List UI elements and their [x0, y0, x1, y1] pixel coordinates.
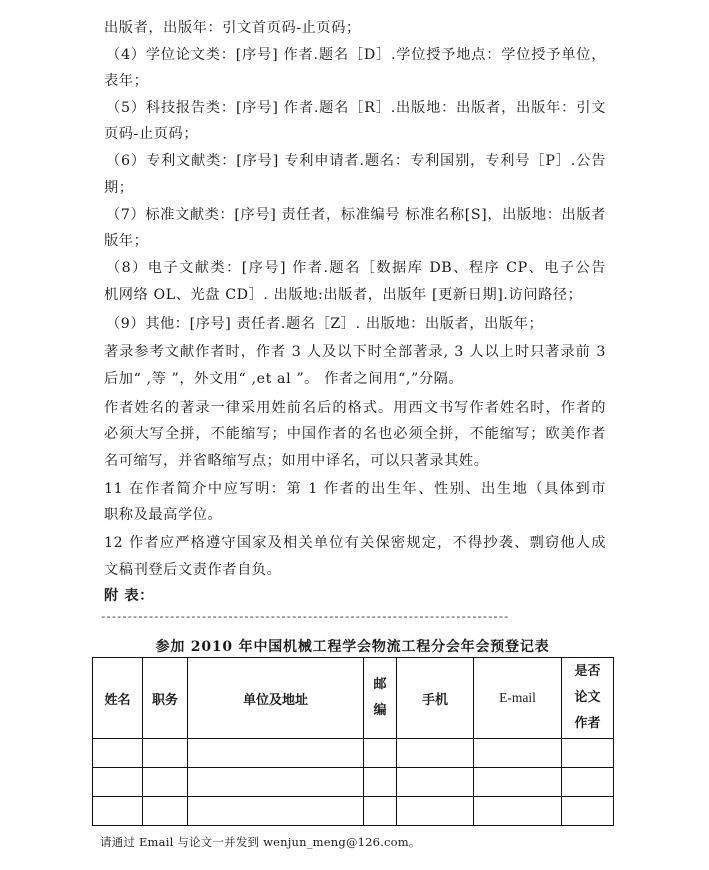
cell-email[interactable] [474, 739, 562, 768]
cell-is-author[interactable] [562, 768, 614, 797]
text-line: 版年； [104, 233, 149, 249]
cell-postcode[interactable] [364, 797, 397, 826]
text-line: 期； [104, 180, 134, 196]
table-row [93, 739, 614, 768]
text-line: 12 作者应严格遵守国家及相关单位有关保密规定，不得抄袭、剽窃他人成 [104, 535, 606, 551]
text-line: 机网络 OL、光盘 CD］. 出版地:出版者，出版年 [更新日期].访问路径； [104, 287, 583, 303]
text-line: 文稿刊登后文责作者自负。 [104, 562, 282, 578]
cell-position[interactable] [143, 739, 188, 768]
table-title: 参加 2010 年中国机械工程学会物流工程分会年会预登记表 [155, 639, 550, 655]
cell-name[interactable] [93, 768, 143, 797]
cell-name[interactable] [93, 739, 143, 768]
text-line: 著录参考文献作者时，作者 3 人及以下时全部著录, 3 人以上时只著录前 3 [104, 344, 606, 360]
header-organization-address: 单位及地址 [188, 658, 364, 739]
header-mobile: 手机 [397, 658, 474, 739]
header-is-author-line: 是否 [574, 664, 601, 679]
table-header-row [93, 658, 614, 739]
cell-mobile[interactable] [397, 797, 474, 826]
cell-mobile[interactable] [397, 768, 474, 797]
cell-position[interactable] [143, 768, 188, 797]
cell-is-author[interactable] [562, 739, 614, 768]
cell-email[interactable] [474, 768, 562, 797]
cell-email[interactable] [474, 797, 562, 826]
text-line: 职称及最高学位。 [104, 507, 223, 523]
divider-dashes: ----------------------------------------------------------------------------- [100, 612, 509, 624]
text-line: 表年； [104, 73, 149, 89]
cell-is-author[interactable] [562, 797, 614, 826]
text-line: 后加“ ,等 ”，外文用“ ,et al ”。 作者之间用“,”分隔。 [104, 371, 464, 387]
cell-organization-address[interactable] [188, 797, 364, 826]
registration-table [92, 657, 614, 826]
header-email: E-mail [474, 658, 562, 739]
cell-postcode[interactable] [364, 768, 397, 797]
table-row [93, 797, 614, 826]
text-line: 出版者，出版年：引文首页码-止页码； [104, 20, 361, 36]
header-name: 姓名 [93, 658, 143, 739]
cell-postcode[interactable] [364, 739, 397, 768]
text-line: （5）科技报告类：[序号] 作者.题名［R］.出版地：出版者，出版年：引文 [106, 100, 606, 116]
text-line: 必须大写全拼，不能缩写；中国作者的名也必须全拼，不能缩写；欧美作者 [104, 426, 606, 442]
header-is-author-line: 论文 [574, 690, 601, 705]
header-is-author-line: 作者 [574, 716, 601, 731]
text-line: 名可缩写，并省略缩写点；如用中译名，可以只著录其姓。 [104, 453, 489, 469]
text-line: （7）标准文献类：[序号] 责任者，标准编号 标准名称[S]，出版地：出版者 [106, 207, 606, 223]
cell-organization-address[interactable] [188, 768, 364, 797]
cell-organization-address[interactable] [188, 739, 364, 768]
header-is-author [562, 658, 614, 739]
appendix-label: 附 表： [104, 588, 154, 604]
text-line: 页码-止页码； [104, 126, 199, 142]
header-postcode-line: 编 [373, 703, 387, 718]
text-line: 11 在作者简介中应写明：第 1 作者的出生年、性别、出生地（具体到市 [104, 481, 606, 497]
table-row [93, 768, 614, 797]
text-line: （4）学位论文类：[序号] 作者.题名［D］.学位授予地点：学位授予单位， [106, 47, 606, 63]
cell-name[interactable] [93, 797, 143, 826]
text-line: （8）电子文献类：[序号] 作者.题名［数据库 DB、程序 CP、电子公告 [106, 260, 606, 276]
header-position: 职务 [143, 658, 188, 739]
text-line: （9）其他：[序号] 责任者.题名［Z］. 出版地：出版者，出版年； [106, 316, 544, 332]
footer-note: 请通过 Email 与论文一并发到 wenjun_meng@126.com。 [100, 835, 421, 849]
header-postcode-line: 邮 [373, 677, 387, 692]
cell-position[interactable] [143, 797, 188, 826]
text-line: （6）专利文献类：[序号] 专利申请者.题名：专利国别，专利号［P］.公告 [106, 153, 606, 169]
cell-mobile[interactable] [397, 739, 474, 768]
text-line: 作者姓名的著录一律采用姓前名后的格式。用西文书写作者姓名时，作者的 [104, 400, 606, 416]
header-postcode [364, 658, 397, 739]
